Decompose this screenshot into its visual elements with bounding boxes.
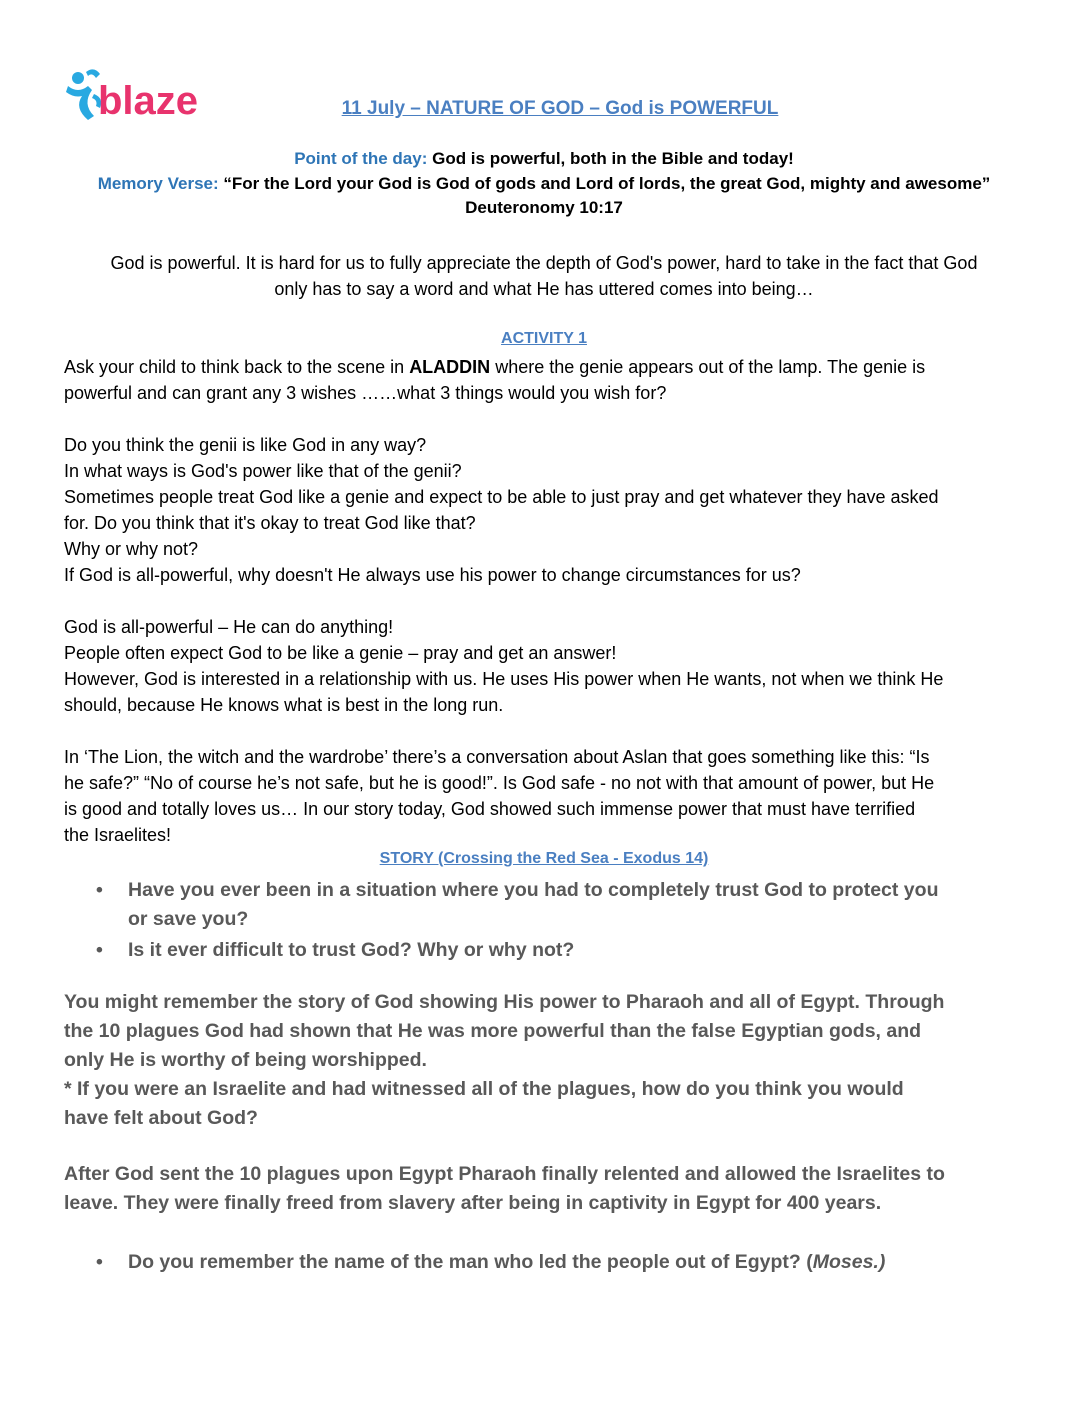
story-bullet-3 bbox=[96, 1248, 1026, 1278]
blaze-logo bbox=[64, 64, 260, 128]
story-bullet-1 bbox=[96, 876, 1026, 936]
activity-1-paragraph-line-2: powerful and can grant any 3 wishes ……what 3 things would you wish for? bbox=[64, 383, 667, 403]
bullet-icon: • bbox=[96, 879, 103, 901]
activity-1-text-a: Ask your child to think back to the scene in bbox=[64, 357, 410, 377]
point-of-day-text: God is powerful, both in the Bible and today! bbox=[432, 149, 794, 168]
svg-text:blaze: blaze bbox=[98, 79, 199, 123]
lion-paragraph-line: In ‘The Lion, the witch and the wardrobe’ there’s a conversation about Aslan that goes something like this: “Is bbox=[64, 747, 930, 767]
question-line: for. Do you think that it's okay to treat God like that? bbox=[64, 513, 476, 533]
story-paragraph-line: You might remember the story of God showing His power to Pharaoh and all of Egypt. Through bbox=[64, 991, 945, 1013]
activity-1-text-b: where the genie appears out of the lamp. The genie is bbox=[490, 357, 926, 377]
intro-line-2: only has to say a word and what He has uttered comes into being… bbox=[274, 279, 814, 299]
question-line: Sometimes people treat God like a genie and expect to be able to just pray and get whatever they have asked bbox=[64, 487, 939, 507]
question-line: Do you think the genii is like God in any way? bbox=[64, 435, 427, 455]
point-of-the-day bbox=[40, 147, 1048, 171]
activity-1-bold-title: ALADDIN bbox=[409, 357, 491, 377]
story-bullet-1-line-2: or save you? bbox=[128, 908, 249, 930]
blaze-logo-icon bbox=[64, 64, 260, 128]
story-paragraph-line: the 10 plagues God had shown that He was more powerful than the false Egyptian gods, and bbox=[64, 1020, 922, 1042]
story-bullet-2-text: Is it ever difficult to trust God? Why or why not? bbox=[128, 939, 575, 961]
question-line: In what ways is God's power like that of the genii? bbox=[64, 461, 462, 481]
question-line: If God is all-powerful, why doesn't He always use his power to change circumstances for us? bbox=[64, 565, 801, 585]
story-heading: STORY (Crossing the Red Sea - Exodus 14) bbox=[379, 850, 709, 867]
story-bullet-3-question: Do you remember the name of the man who led the people out of Egypt? ( bbox=[128, 1251, 813, 1273]
story-paragraph-line: * If you were an Israelite and had witnessed all of the plagues, how do you think you would bbox=[64, 1078, 904, 1100]
story-paragraph-2-line: After God sent the 10 plagues upon Egypt Pharaoh finally relented and allowed the Israelites to bbox=[64, 1163, 945, 1185]
lion-paragraph-line: is good and totally loves us… In our story today, God showed such immense power that must have terrified bbox=[64, 799, 916, 819]
answer-line: should, because He knows what is best in the long run. bbox=[64, 695, 504, 715]
answer-line: However, God is interested in a relationship with us. He uses His power when He wants, not when we think He bbox=[64, 669, 944, 689]
memory-verse-reference: Deuteronomy 10:17 bbox=[465, 198, 623, 217]
memory-verse-text: “For the Lord your God is God of gods and Lord of lords, the great God, mighty and awesome” bbox=[223, 174, 991, 193]
answer-line: People often expect God to be like a genie – pray and get an answer! bbox=[64, 643, 617, 663]
question-line: Why or why not? bbox=[64, 539, 199, 559]
activity-1-heading: ACTIVITY 1 bbox=[501, 330, 587, 347]
bullet-icon: • bbox=[96, 939, 103, 961]
story-paragraph-line: have felt about God? bbox=[64, 1107, 258, 1129]
point-of-day-label: Point of the day: bbox=[294, 149, 428, 168]
page-title: 11 July – NATURE OF GOD – God is POWERFUL bbox=[341, 98, 779, 119]
memory-verse-label: Memory Verse: bbox=[97, 174, 219, 193]
story-bullet-1-line-1: Have you ever been in a situation where you had to completely trust God to protect you bbox=[128, 879, 939, 901]
answer-line: God is all-powerful – He can do anything! bbox=[64, 617, 394, 637]
story-bullet-2 bbox=[96, 936, 1026, 966]
intro-line-1: God is powerful. It is hard for us to fully appreciate the depth of God's power, hard to take in the fact that God bbox=[110, 253, 978, 273]
bullet-icon: • bbox=[96, 1251, 103, 1273]
lion-paragraph-line: the Israelites! bbox=[64, 825, 172, 845]
story-bullet-3-answer: Moses.) bbox=[812, 1251, 886, 1273]
story-paragraph-2-line: leave. They were finally freed from slavery after being in captivity in Egypt for 400 years. bbox=[64, 1192, 882, 1214]
story-paragraph-line: only He is worthy of being worshipped. bbox=[64, 1049, 427, 1071]
memory-verse bbox=[40, 172, 1048, 196]
lion-paragraph-line: he safe?” “No of course he’s not safe, but he is good!”. Is God safe - no not with that amount of power, but He bbox=[64, 773, 935, 793]
story-bullet-3-text bbox=[128, 1248, 1028, 1277]
activity-1-paragraph bbox=[64, 354, 1034, 380]
